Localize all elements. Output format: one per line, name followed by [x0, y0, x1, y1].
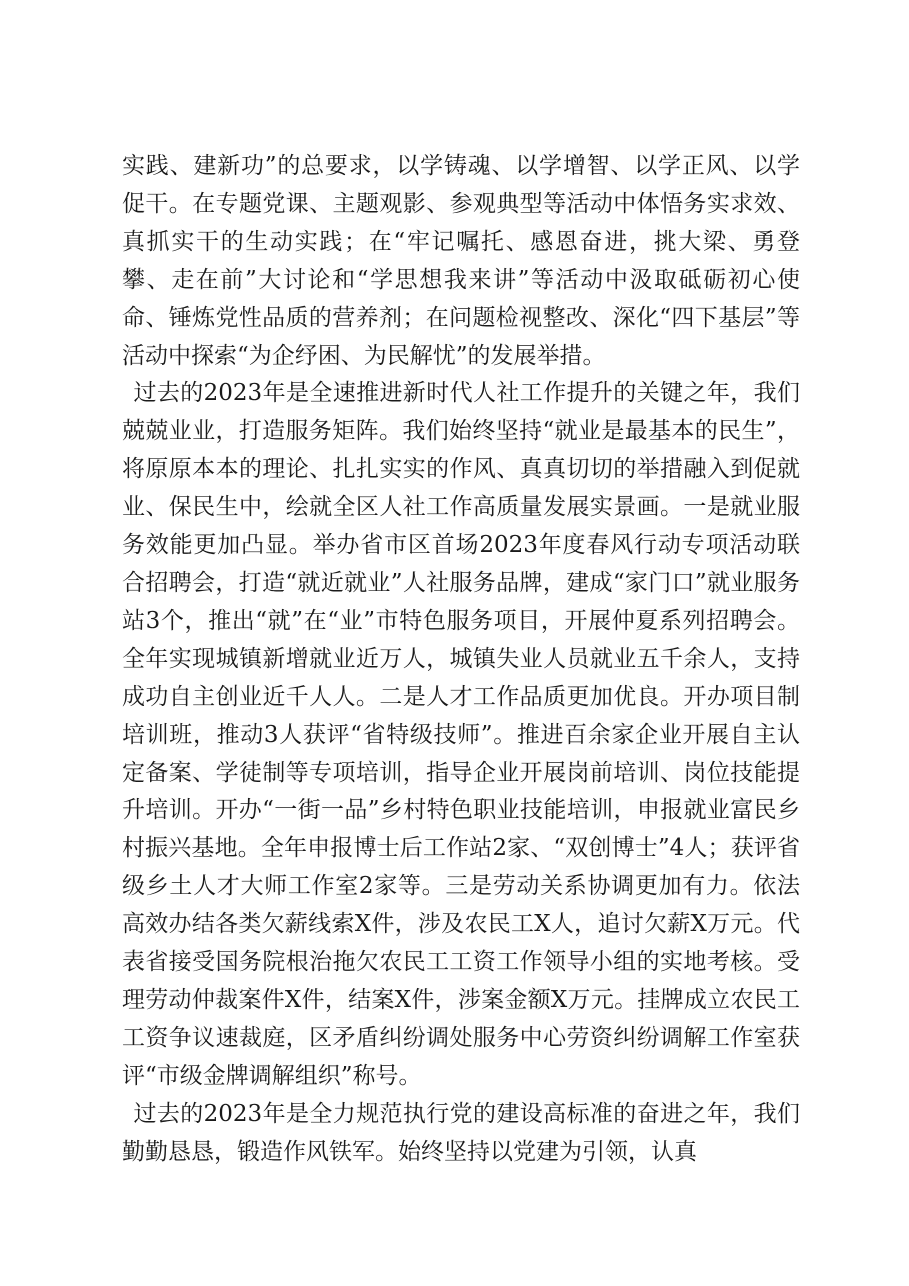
- paragraph-employment-review: 过去的2023年是全速推进新时代人社工作提升的关键之年，我们兢兢业业，打造服务矩阵。我们始终坚持“就业是最基本的民生”，将原原本本的理论、扎扎实实的作风、真真切切的举措融入到促就业、保民生中，绘就全区人社工作高质量发展实景画。一是就业服务效能更加凸显。举办省市区首场2023年度春风行动专项活动联合招聘会，打造“就近就业”人社服务品牌，建成“家门口”就业服务站3个，推出“就”在“业”市特色服务项目，开展仲夏系列招聘会。全年实现城镇新增就业近万人，城镇失业人员就业五千余人，支持成功自主创业近千人人。二是人才工作品质更加优良。开办项目制培训班，推动3人获评“省特级技师”。推进百余家企业开展自主认定备案、学徒制等专项培训，指导企业开展岗前培训、岗位技能提升培训。开办“一街一品”乡村特色职业技能培训，申报就业富民乡村振兴基地。全年申报博士后工作站2家、“双创博士”4人；获评省级乡土人才大师工作室2家等。三是劳动关系协调更加有力。依法高效办结各类欠薪线索X件，涉及农民工X人，追讨欠薪X万元。代表省接受国务院根治拖欠农民工工资工作领导小组的实地考核。受理劳动仲裁案件X件，结案X件，涉案金额X万元。挂牌成立农民工工资争议速裁庭，区矛盾纠纷调处服务中心劳资纠纷调解工作室获评“市级金牌调解组织”称号。: [122, 380, 800, 1089]
- document-body: [122, 148, 800, 1171]
- paragraph-continuation: 实践、建新功”的总要求，以学铸魂、以学增智、以学正风、以学促干。在专题党课、主题观影、参观典型等活动中体悟务实求效、真抓实干的生动实践；在“牢记嘱托、感恩奋进，挑大梁、勇登攀、走在前”大讨论和“学思想我来讲”等活动中汲取砥砺初心使命、锤炼党性品质的营养剂；在问题检视整改、深化“四下基层”等活动中探索“为企纾困、为民解忧”的发展举措。: [122, 153, 800, 369]
- paragraph-party-building-review: 过去的2023年是全力规范执行党的建设高标准的奋进之年，我们勤勤恳恳，锻造作风铁军。始终坚持以党建为引领，认真: [122, 1100, 800, 1165]
